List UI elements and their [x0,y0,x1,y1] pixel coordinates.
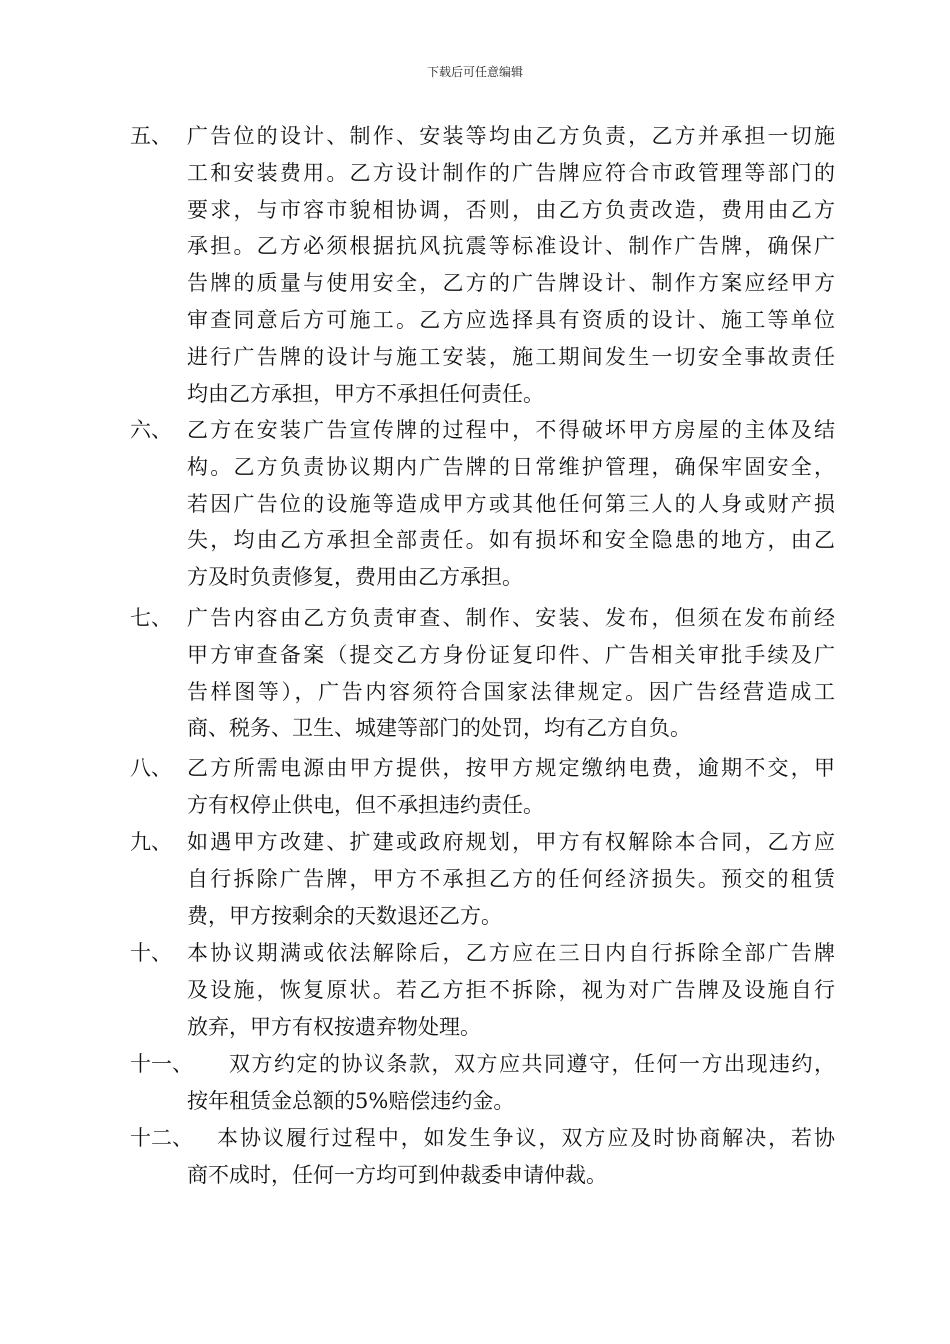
clause-line: 审查同意后方可施工。乙方应选择具有资质的设计、施工等单位 [187,307,835,332]
clause-body [187,750,835,824]
clause-5 [130,118,835,412]
clause-line: 放弃，甲方有权按遗弃物处理。 [187,1014,481,1039]
clause-9 [130,824,835,934]
clause-line: 及设施，恢复原状。若乙方拒不拆除，视为对广告牌及设施自行 [187,977,835,1002]
clause-number: 十二、 [130,1126,193,1150]
clause-number: 六、 [130,418,172,442]
clause-6 [130,412,835,596]
clause-line: 承担。乙方必须根据抗风抗震等标准设计、制作广告牌，确保广 [187,234,835,259]
clause-line: 商不成时，任何一方均可到仲裁委申请仲裁。 [187,1162,607,1187]
clause-line: 构。乙方负责协议期内广告牌的日常维护管理，确保牢固安全， [187,454,835,479]
clause-line: 方有权停止供电，但不承担违约责任。 [187,792,544,817]
clause-10 [130,935,835,1045]
clause-line: 如遇甲方改建、扩建或政府规划，甲方有权解除本合同，乙方应 [187,830,835,854]
clause-body [187,1046,835,1120]
clause-line: 进行广告牌的设计与施工安装，施工期间发生一切安全事故责任 [187,344,835,369]
clause-line: 工和安装费用。乙方设计制作的广告牌应符合市政管理等部门的 [187,160,835,185]
clause-body [187,118,835,412]
clause-7 [130,600,835,747]
clause-line: 商、税务、卫生、城建等部门的处罚，均有乙方自负。 [187,716,691,741]
clause-line: 本协议期满或依法解除后，乙方应在三日内自行拆除全部广告牌 [187,941,835,965]
clause-line: 本协议履行过程中，如发生争议，双方应及时协商解决，若协 [217,1126,835,1150]
clause-line: 均由乙方承担，甲方不承担任何责任。 [187,381,544,406]
clause-number: 十、 [130,941,172,965]
clause-number: 七、 [130,606,172,630]
clause-body [187,935,835,1045]
clause-11 [130,1046,835,1120]
clause-line: 若因广告位的设施等造成甲方或其他任何第三人的人身或财产损 [187,491,835,516]
clause-line: 失，均由乙方承担全部责任。如有损坏和安全隐患的地方，由乙 [187,528,835,553]
clause-number: 九、 [130,830,172,854]
clause-line: 要求，与市容市貌相协调，否则，由乙方负责改造，费用由乙方 [187,197,835,222]
clause-body [187,824,835,934]
clause-body [187,1120,835,1194]
clause-line: 甲方审查备案（提交乙方身份证复印件、广告相关审批手续及广 [187,642,835,667]
clause-number: 八、 [130,756,172,780]
clause-body [187,600,835,747]
clause-line: 自行拆除广告牌，甲方不承担乙方的任何经济损失。预交的租赁 [187,866,835,891]
clause-line: 广告内容由乙方负责审查、制作、安装、发布，但须在发布前经 [187,606,835,630]
clause-line: 按年租赁金总额的5%赔偿违约金。 [187,1088,515,1113]
clause-line: 乙方所需电源由甲方提供，按甲方规定缴纳电费，逾期不交，甲 [187,756,835,780]
clause-number: 十一、 [130,1052,193,1076]
clause-line: 乙方在安装广告宣传牌的过程中，不得破坏甲方房屋的主体及结 [187,418,835,442]
clause-line: 告样图等），广告内容须符合国家法律规定。因广告经营造成工 [187,679,835,704]
clause-8 [130,750,835,824]
clause-line: 告牌的质量与使用安全，乙方的广告牌设计、制作方案应经甲方 [187,271,835,296]
clause-line: 方及时负责修复，费用由乙方承担。 [187,565,523,590]
page-header: 下载后可任意编辑 [426,65,523,79]
clause-line: 广告位的设计、制作、安装等均由乙方负责，乙方并承担一切施 [187,124,835,148]
clause-line: 费，甲方按剩余的天数退还乙方。 [187,903,502,928]
clause-number: 五、 [130,124,172,148]
clause-12 [130,1120,835,1194]
clause-body [187,412,835,596]
clause-line: 双方约定的协议条款，双方应共同遵守，任何一方出现违约， [229,1052,835,1076]
